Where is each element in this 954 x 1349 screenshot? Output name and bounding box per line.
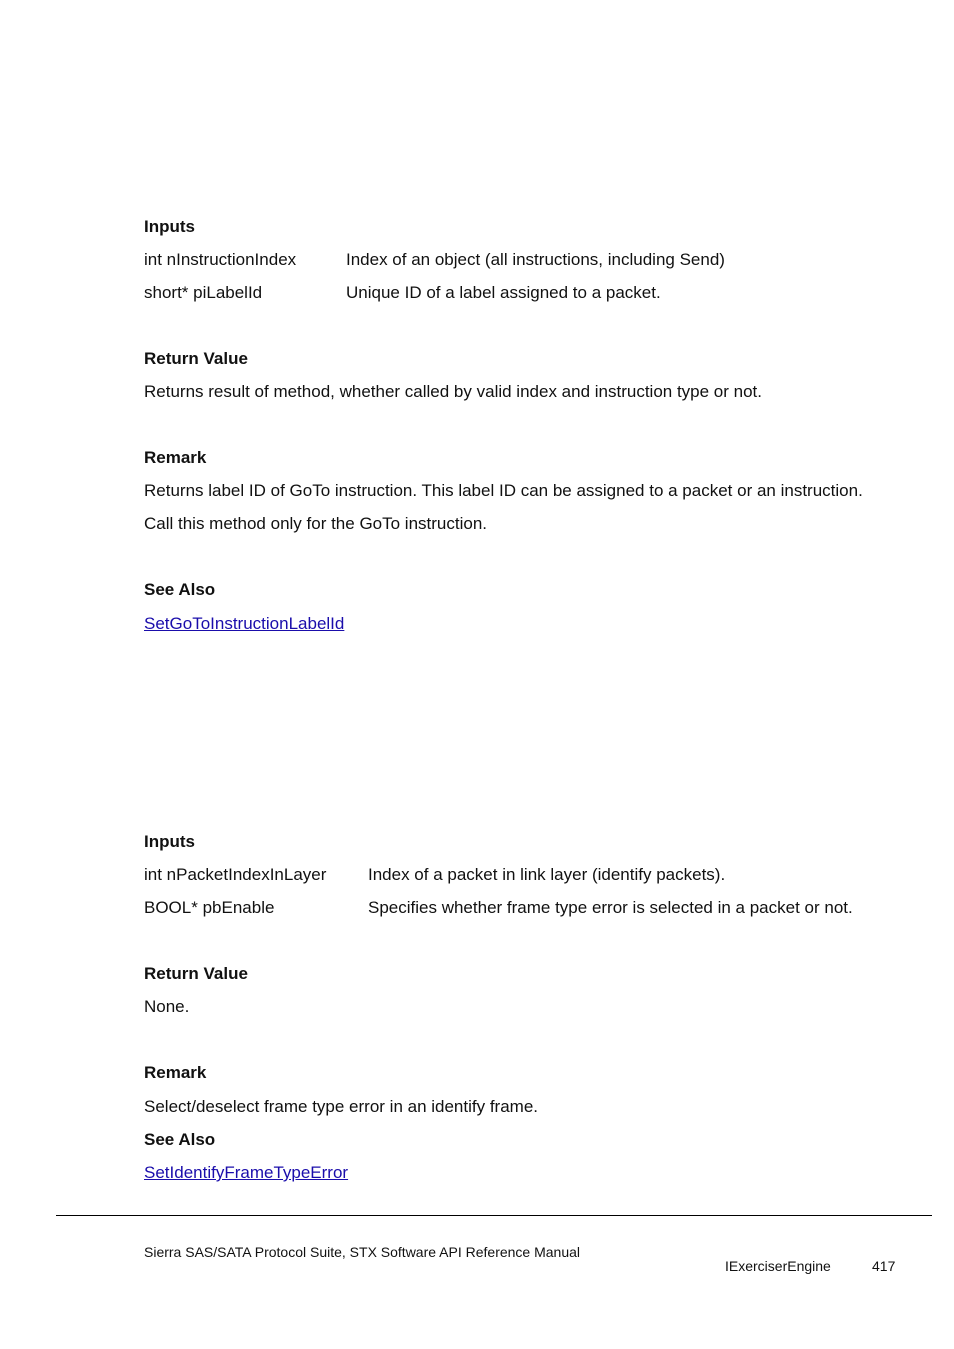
- footer-manual-title: Sierra SAS/SATA Protocol Suite, STX Software API Reference Manual: [144, 1244, 581, 1260]
- inputs-heading: Inputs: [144, 217, 195, 236]
- param-name: int nPacketIndexInLayer: [144, 865, 327, 884]
- return-value-heading: Return Value: [144, 349, 248, 368]
- param-description: Unique ID of a label assigned to a packet.: [346, 283, 661, 302]
- param-description: Specifies whether frame type error is selected in a packet or not.: [368, 898, 853, 917]
- param-name: int nInstructionIndex: [144, 250, 297, 269]
- footer-divider: [56, 1215, 932, 1216]
- see-also-heading: See Also: [144, 1130, 216, 1149]
- param-description: Index of an object (all instructions, including Send): [346, 250, 725, 269]
- see-also-link[interactable]: SetIdentifyFrameTypeError: [144, 1163, 349, 1182]
- remark-text: Select/deselect frame type error in an identify frame.: [144, 1097, 539, 1116]
- remark-heading: Remark: [144, 1063, 207, 1082]
- param-name: short* piLabelId: [144, 283, 263, 302]
- remark-heading: Remark: [144, 448, 207, 467]
- return-value-heading: Return Value: [144, 964, 248, 983]
- inputs-heading: Inputs: [144, 832, 195, 851]
- footer-section-name: IExerciserEngine: [725, 1258, 831, 1274]
- return-value-text: None.: [144, 997, 190, 1016]
- see-also-heading: See Also: [144, 580, 216, 599]
- see-also-link[interactable]: SetGoToInstructionLabelId: [144, 614, 345, 633]
- param-name: BOOL* pbEnable: [144, 898, 275, 917]
- return-value-text: Returns result of method, whether called by valid index and instruction type or not.: [144, 382, 763, 401]
- param-description: Index of a packet in link layer (identify packets).: [368, 865, 726, 884]
- footer-page-number: 417: [872, 1258, 896, 1274]
- remark-text: Returns label ID of GoTo instruction. This label ID can be assigned to a packet or an instruction.: [144, 481, 863, 500]
- remark-text: Call this method only for the GoTo instruction.: [144, 514, 487, 533]
